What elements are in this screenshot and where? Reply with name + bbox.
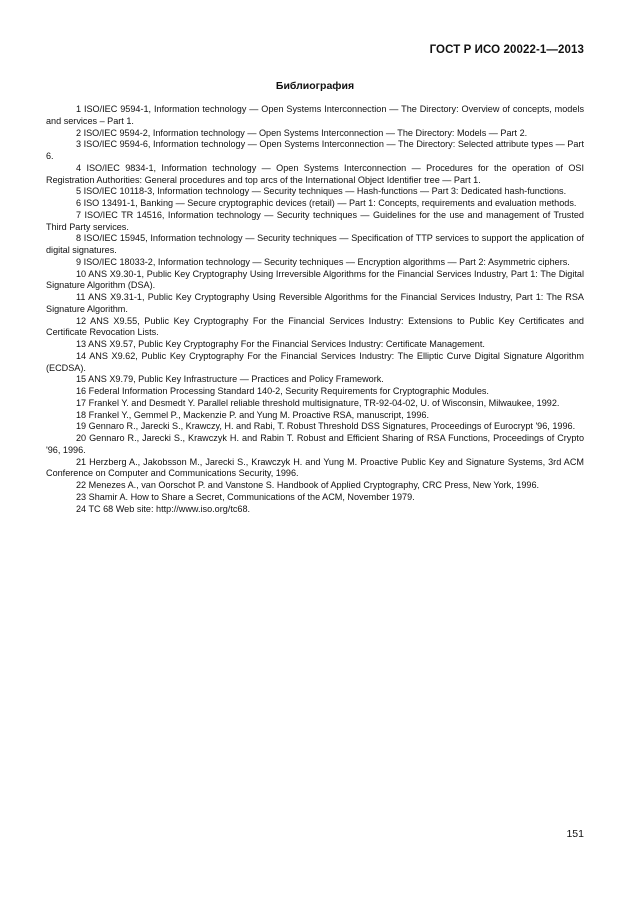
bibliography-entry: 15 ANS X9.79, Public Key Infrastructure — Practices and Policy Framework. xyxy=(76,374,384,385)
bibliography-entry: 14 ANS X9.62, Public Key Cryptography For the Financial Services Industry: The Elliptic Curve Digital Signature Algorithm (ECDSA). xyxy=(46,350,584,373)
bibliography-entry: 24 TC 68 Web site: http://www.iso.org/tc68. xyxy=(76,503,251,514)
bibliography-entry: 21 Herzberg A., Jakobsson M., Jarecki S., Krawczyk H. and Yung M. Proactive Public Key and Signature Systems, 3rd ACM Conference on Computer and Communications Security, 1996. xyxy=(46,456,584,479)
bibliography-entry: 1 ISO/IEC 9594-1, Information technology — Open Systems Interconnection — The Directory: Overview of concepts, models and services – Part 1. xyxy=(46,104,584,126)
bibliography-title: Библиография xyxy=(275,80,355,92)
bibliography-entry: 13 ANS X9.57, Public Key Cryptography For the Financial Services Industry: Certificate Management. xyxy=(76,339,485,349)
bibliography-entry: 23 Shamir A. How to Share a Secret, Communications of the ACM, November 1979. xyxy=(76,491,415,502)
bibliography-entry: 17 Frankel Y. and Desmedt Y. Parallel reliable threshold multisignature, TR-92-04-02, U. of Wisconsin, Milwaukee, 1992. xyxy=(76,397,560,408)
bibliography-entry: 12 ANS X9.55, Public Key Cryptography For the Financial Services Industry: Extensions to Public Key Certificates and Certificate Revocation Lists. xyxy=(46,315,584,338)
bibliography-entry: 5 ISO/IEC 10118-3, Information technology — Security techniques — Hash-functions — Part 3: Dedicated hash-functions. xyxy=(76,186,567,197)
standard-code-header: ГОСТ Р ИСО 20022-1—2013 xyxy=(429,44,584,56)
bibliography-entry: 6 ISO 13491-1, Banking — Secure cryptographic devices (retail) — Part 1: Concepts, requirements and evaluation methods. xyxy=(76,198,577,208)
bibliography-entry: 2 ISO/IEC 9594-2, Information technology — Open Systems Interconnection — The Directory: Models — Part 2. xyxy=(76,127,528,138)
bibliography-entry: 4 ISO/IEC 9834-1, Information technology — Open Systems Interconnection — Procedures for the operation of OSI Registration Authorities: General procedures and top arcs of the International Object Identifier tree — Part 1. xyxy=(46,162,584,185)
bibliography-entry: 7 ISO/IEC TR 14516, Information technology — Security techniques — Guidelines for the use and management of Trusted Third Party services. xyxy=(46,209,584,232)
bibliography-entry: 20 Gennaro R., Jarecki S., Krawczyk H. and Rabin T. Robust and Efficient Sharing of RSA Functions, Proceedings of Crypto '96, 1996. xyxy=(46,433,584,455)
page-number: 151 xyxy=(566,828,584,840)
bibliography-entry: 8 ISO/IEC 15945, Information technology — Security techniques — Specification of TTP services to support the application of digital signatures. xyxy=(46,233,584,255)
bibliography-list xyxy=(46,104,584,515)
bibliography-entry: 19 Gennaro R., Jarecki S., Krawczy, H. and Rabi, T. Robust Threshold DSS Signatures, Proceedings of Eurocrypt '96, 1996. xyxy=(76,421,576,432)
bibliography-entry: 3 ISO/IEC 9594-6, Information technology — Open Systems Interconnection — The Directory: Selected attribute types — Part 6. xyxy=(46,139,584,161)
bibliography-entry: 11 ANS X9.31-1, Public Key Cryptography Using Reversible Algorithms for the Financial Services Industry, Part 1: The RSA Signature Algorithm. xyxy=(46,292,584,314)
bibliography-entry: 16 Federal Information Processing Standard 140-2, Security Requirements for Cryptographic Modules. xyxy=(76,386,489,396)
bibliography-entry: 9 ISO/IEC 18033-2, Information technology — Security techniques — Encryption algorithms — Part 2: Asymmetric ciphers. xyxy=(76,256,570,267)
bibliography-entry: 18 Frankel Y., Gemmel P., Mackenzie P. and Yung M. Proactive RSA, manuscript, 1996. xyxy=(76,409,429,420)
bibliography-entry: 22 Menezes A., van Oorschot P. and Vanstone S. Handbook of Applied Cryptography, CRC Press, New York, 1996. xyxy=(76,480,540,490)
bibliography-entry: 10 ANS X9.30-1, Public Key Cryptography Using Irreversible Algorithms for the Financial Services Industry, Part 1: The Digital Signature Algorithm (DSA). xyxy=(46,268,584,291)
